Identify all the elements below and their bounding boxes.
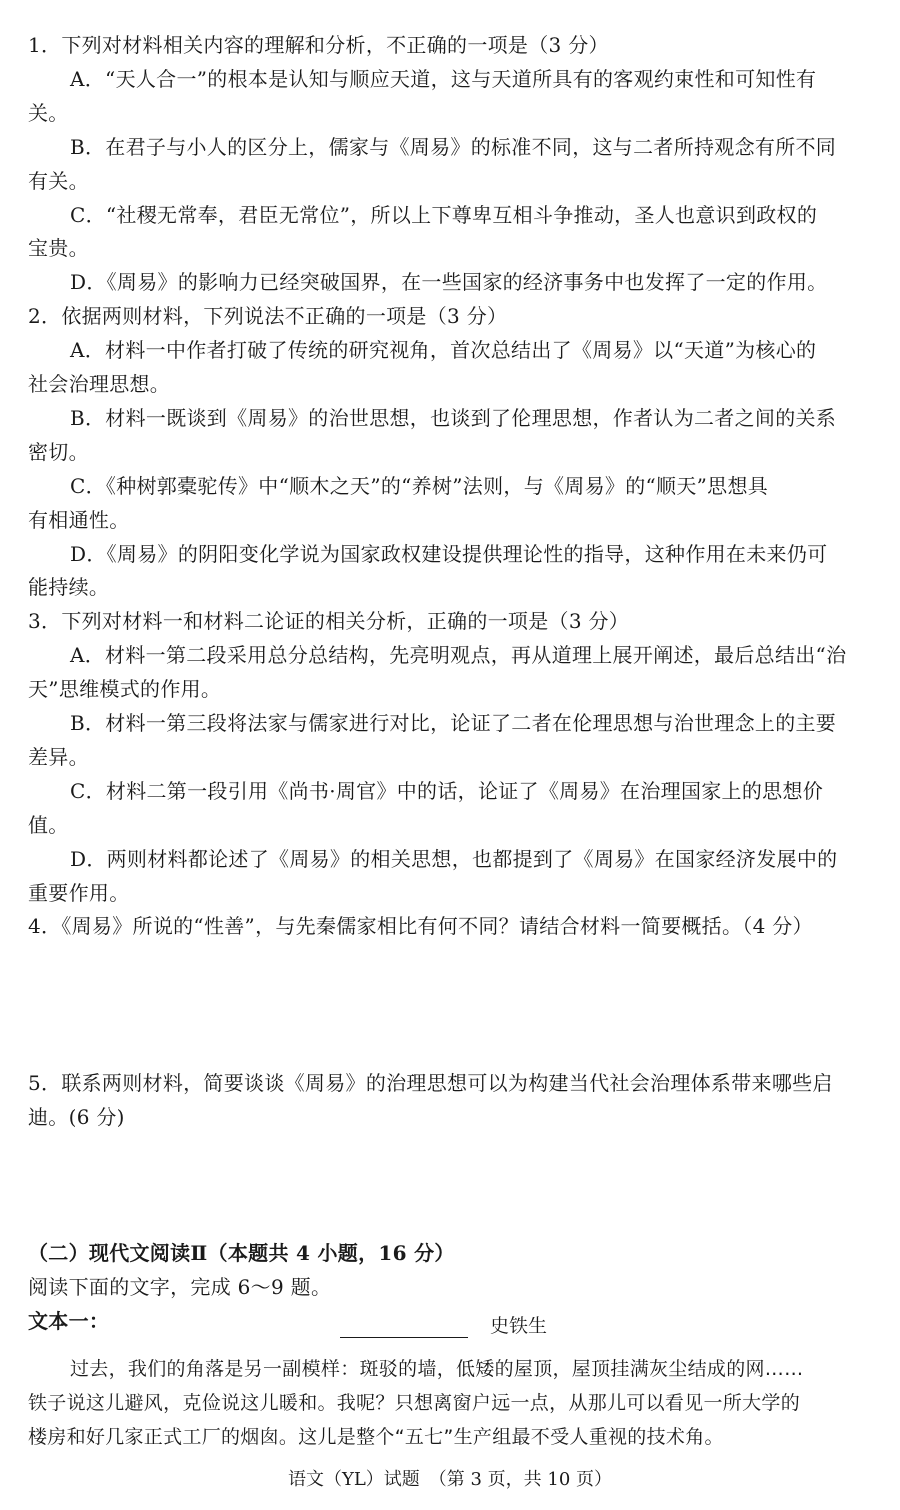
question-line: 4．《周易》所说的“性善”，与先秦儒家相比有何不同？请结合材料一简要概括。（4 分） xyxy=(28,914,813,939)
question-5-line-1: 5．联系两则材料，简要谈谈《周易》的治理思想可以为构建当代社会治理体系带来哪些启 xyxy=(28,1071,833,1095)
question-5-line-2: 迪。(6 分) xyxy=(28,1105,125,1129)
question-line: D．两则材料都论述了《周易》的相关思想，也都提到了《周易》在国家经济发展中的 xyxy=(70,846,838,871)
question-line: 差异。 xyxy=(28,744,89,769)
question-line: C．“社稷无常奉，君臣无常位”，所以上下尊卑互相斗争推动，圣人也意识到政权的 xyxy=(70,202,818,227)
section-title: （二）现代文阅读Ⅱ（本题共 4 小题，16 分） xyxy=(28,1241,455,1265)
question-line: 能持续。 xyxy=(28,575,110,600)
question-line: 3．下列对材料一和材料二论证的相关分析，正确的一项是（3 分） xyxy=(28,609,630,634)
title-blank xyxy=(340,1315,468,1338)
question-line: 1．下列对材料相关内容的理解和分析，不正确的一项是（3 分） xyxy=(28,33,609,57)
question-line: 有相通性。 xyxy=(28,507,130,532)
passage-line-1: 过去，我们的角落是另一副模样：斑驳的墙，低矮的屋顶，屋顶挂满灰尘结成的网…… xyxy=(70,1358,804,1380)
question-line: A．材料一中作者打破了传统的研究视角，首次总结出了《周易》以“天道”为核心的 xyxy=(70,338,817,363)
page-footer: 语文（YL）试题 （第 3 页，共 10 页） xyxy=(287,1469,613,1490)
question-line: B．材料一第三段将法家与儒家进行对比，论证了二者在伦理思想与治世理念上的主要 xyxy=(70,711,837,735)
text-label: 文本一： xyxy=(28,1309,110,1333)
question-line: 关。 xyxy=(28,100,69,125)
question-line: C．《种树郭橐驼传》中“顺木之天”的“养树”法则，与《周易》的“顺天”思想具 xyxy=(70,473,769,498)
instruction: 阅读下面的文字，完成 6～9 题。 xyxy=(28,1275,332,1299)
question-line: D．《周易》的阴阳变化学说为国家政权建设提供理论性的指导，这种作用在未来仍可 xyxy=(70,541,828,566)
question-line: 密切。 xyxy=(28,439,89,464)
question-line: 社会治理思想。 xyxy=(28,372,171,396)
passage-line-3: 楼房和好几家正式工厂的烟囱。这儿是整个“五七”生产组最不受人重视的技术角。 xyxy=(28,1426,724,1448)
question-line: B．材料一既谈到《周易》的治世思想，也谈到了伦理思想，作者认为二者之间的关系 xyxy=(70,405,837,430)
question-line: A．“天人合一”的根本是认知与顺应天道，这与天道所具有的客观约束性和可知性有 xyxy=(70,66,817,91)
passage-line-2: 铁子说这儿避风，克俭说这儿暖和。我呢？只想离窗户远一点，从那儿可以看见一所大学的 xyxy=(28,1392,801,1414)
passage-title-row xyxy=(340,1308,640,1342)
question-line: D．《周易》的影响力已经突破国界，在一些国家的经济事务中也发挥了一定的作用。 xyxy=(70,270,828,295)
question-line: 宝贵。 xyxy=(28,236,89,261)
author: 史铁生 xyxy=(490,1315,548,1337)
question-line: 重要作用。 xyxy=(28,880,130,905)
question-line: C．材料二第一段引用《尚书·周官》中的话，论证了《周易》在治理国家上的思想价 xyxy=(70,778,824,803)
question-line: A．材料一第二段采用总分总结构，先亮明观点，再从道理上展开阐述，最后总结出“治 xyxy=(70,643,847,668)
question-line: B．在君子与小人的区分上，儒家与《周易》的标准不同，这与二者所持观念有所不同 xyxy=(70,134,837,159)
question-line: 有关。 xyxy=(28,168,89,193)
question-line: 2．依据两则材料，下列说法不正确的一项是（3 分） xyxy=(28,304,508,329)
question-line: 值。 xyxy=(28,812,69,837)
question-line: 天”思维模式的作用。 xyxy=(28,677,222,702)
